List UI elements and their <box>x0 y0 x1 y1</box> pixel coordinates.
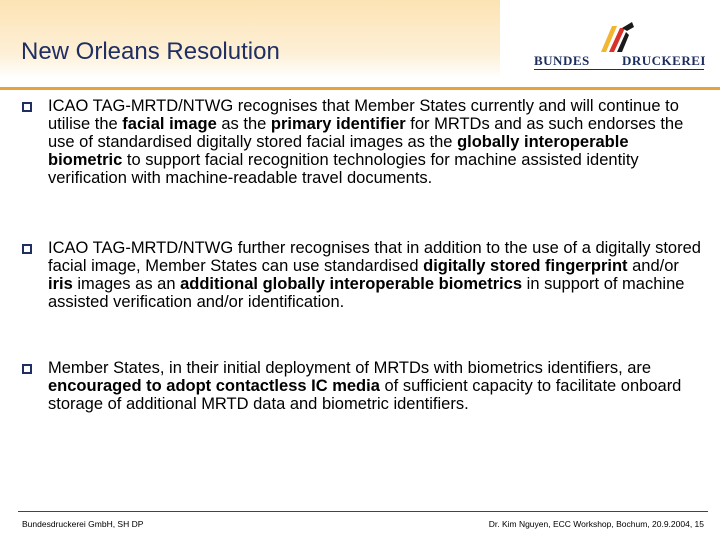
square-bullet-icon <box>22 102 32 112</box>
logo-word-druckerei: DRUCKEREI <box>622 53 706 68</box>
text-run: Member States, in their initial deployment of MRTDs with biometrics identifiers, are <box>48 359 652 377</box>
text-run: ICAO TAG-MRTD/NTWG recognises that Member States currently and will continue to utilise the <box>48 97 679 133</box>
footer-left: Bundesdruckerei GmbH, SH DP <box>22 519 144 529</box>
footer-rule <box>18 511 708 512</box>
bold-run: primary identifier <box>270 115 406 133</box>
header-rule <box>0 87 720 90</box>
eagle-emblem-icon <box>598 22 638 52</box>
text-run: as the <box>216 115 271 133</box>
logo-word-bundes: BUNDES <box>534 53 590 68</box>
text-run: of sufficient capacity to facilitate onboard storage of additional MRTD data and biometric identifiers. <box>48 377 682 413</box>
bold-run: facial image <box>122 115 217 133</box>
bullet-item <box>22 359 702 413</box>
bold-run: additional globally interoperable biometrics <box>180 275 523 293</box>
text-run: in support of machine assisted verification and/or identification. <box>48 275 685 311</box>
bullet-text <box>48 359 702 413</box>
bullet-item <box>22 239 702 311</box>
bold-run: digitally stored fingerprint <box>423 257 628 275</box>
bullet-text <box>48 97 702 187</box>
text-run: to support facial recognition technologies for machine assisted identity verification with machine-readable travel documents. <box>48 151 639 187</box>
logo-underline <box>534 69 704 70</box>
bold-run: globally interoperable biometric <box>48 133 629 169</box>
text-run: and/or <box>627 257 679 275</box>
slide-title: New Orleans Resolution <box>21 38 280 65</box>
text-run: ICAO TAG-MRTD/NTWG further recognises that in addition to the use of a digitally stored facial image, Member States can use standardised <box>48 239 701 275</box>
square-bullet-icon <box>22 364 32 374</box>
text-run: for MRTDs and as such endorses the use of standardised digitally stored facial images as the <box>48 115 684 151</box>
square-bullet-icon <box>22 244 32 254</box>
bullet-text <box>48 239 702 311</box>
bullet-item <box>22 97 702 187</box>
text-run: images as an <box>72 275 181 293</box>
bold-run: iris <box>48 275 73 293</box>
footer-right: Dr. Kim Nguyen, ECC Workshop, Bochum, 20.9.2004, 15 <box>488 519 704 529</box>
bundesdruckerei-logo <box>534 22 704 74</box>
bold-run: encouraged to adopt contactless IC media <box>48 377 380 395</box>
